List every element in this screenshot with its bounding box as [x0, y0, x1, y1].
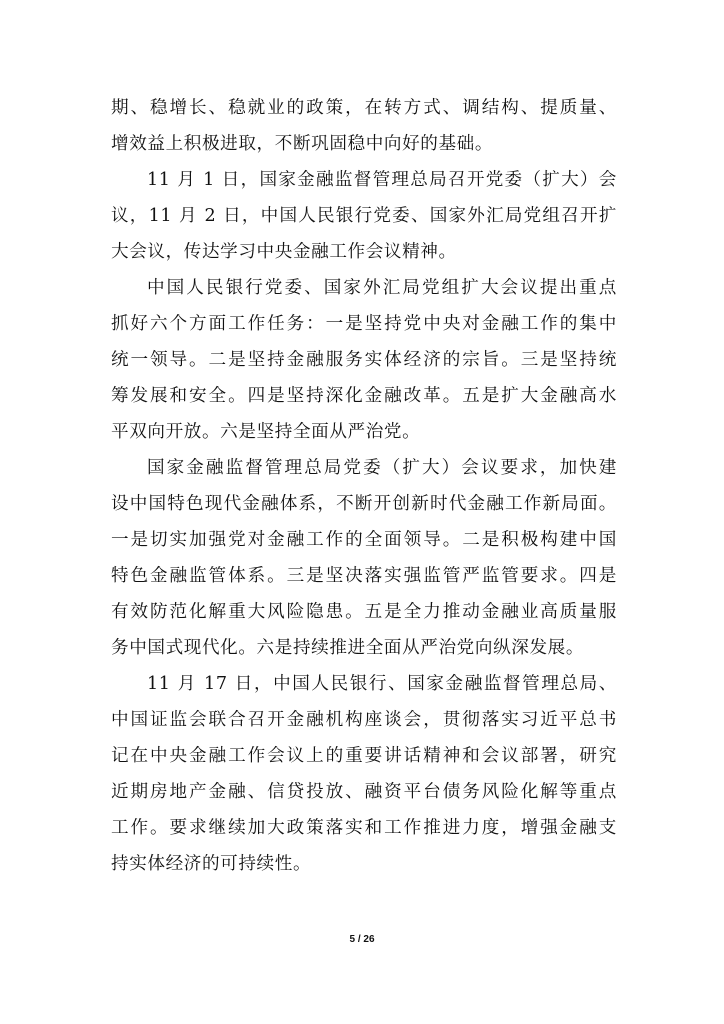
text-line: 大会议，传达学习中央金融工作会议精神。 — [111, 242, 457, 262]
text-line: 筹发展和安全。四是坚持深化金融改革。五是扩大金融高水 — [111, 386, 617, 406]
text-line: 期、稳增长、稳就业的政策，在转方式、调结构、提质量、 — [111, 98, 617, 118]
text-line: 统一领导。二是坚持金融服务实体经济的宗旨。三是坚持统 — [111, 350, 617, 370]
text-line: 国家金融监督管理总局党委（扩大）会议要求，加快建 — [147, 458, 617, 478]
text-line: 有效防范化解重大风险隐患。五是全力推动金融业高质量服 — [111, 602, 617, 622]
text-line: 持实体经济的可持续性。 — [111, 854, 312, 874]
text-line: 平双向开放。六是坚持全面从严治党。 — [111, 422, 421, 442]
text-line: 中国人民银行党委、国家外汇局党组扩大会议提出重点 — [147, 278, 617, 298]
text-line: 一是切实加强党对金融工作的全面领导。二是积极构建中国 — [111, 530, 617, 550]
text-line: 记在中央金融工作会议上的重要讲话精神和会议部署，研究 — [111, 746, 617, 766]
page-number: 5 / 26 — [349, 934, 375, 945]
text-line: 抓好六个方面工作任务：一是坚持党中央对金融工作的集中 — [111, 314, 617, 334]
text-line: 设中国特色现代金融体系，不断开创新时代金融工作新局面。 — [111, 494, 617, 514]
text-line: 中国证监会联合召开金融机构座谈会，贯彻落实习近平总书 — [111, 710, 617, 730]
text-line: 特色金融监管体系。三是坚决落实强监管严监管要求。四是 — [111, 566, 617, 586]
document-body — [111, 90, 617, 882]
text-line: 11 月 17 日，中国人民银行、国家金融监督管理总局、 — [147, 674, 617, 694]
text-line: 务中国式现代化。六是持续推进全面从严治党向纵深发展。 — [111, 638, 585, 658]
text-line: 近期房地产金融、信贷投放、融资平台债务风险化解等重点 — [111, 782, 617, 802]
text-line: 11 月 1 日，国家金融监督管理总局召开党委（扩大）会 — [147, 170, 617, 190]
text-line: 议，11 月 2 日，中国人民银行党委、国家外汇局党组召开扩 — [111, 206, 617, 226]
text-line: 工作。要求继续加大政策落实和工作推进力度，增强金融支 — [111, 818, 617, 838]
text-line: 增效益上积极进取，不断巩固稳中向好的基础。 — [111, 134, 494, 154]
